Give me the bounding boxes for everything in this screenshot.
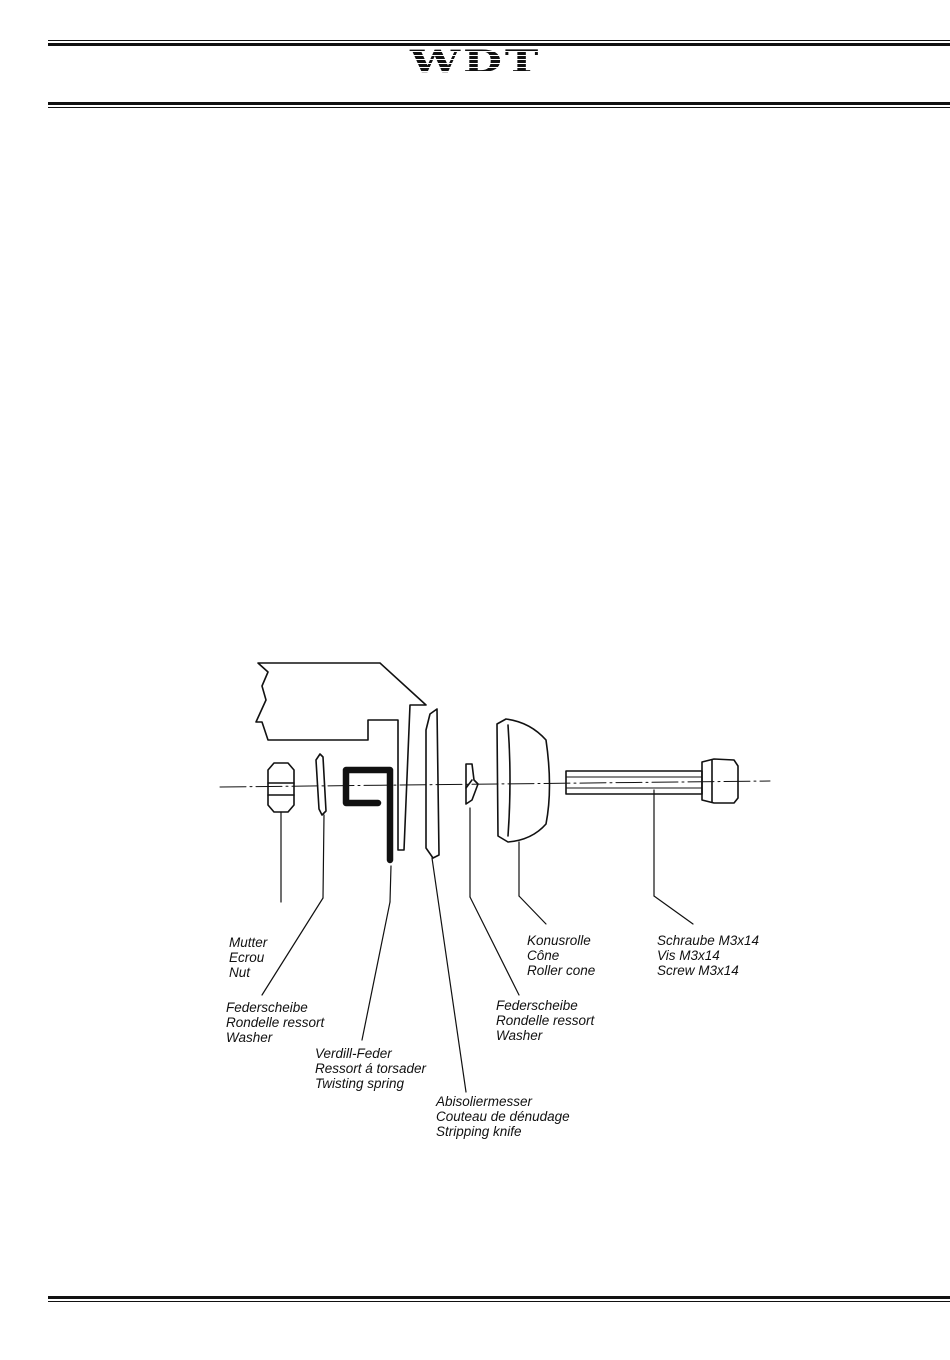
roller-cone-part (497, 719, 550, 842)
center-axis (220, 781, 770, 787)
screw-part (566, 759, 738, 803)
label-nut: Mutter Ecrou Nut (229, 935, 268, 980)
label-twisting-spring: Verdill-Feder Ressort á torsader Twisting spring (315, 1046, 427, 1091)
label-stripping-knife: Abisoliermesser Couteau de dénudage Stripping knife (436, 1094, 570, 1139)
footer-rule-thick (48, 1296, 950, 1299)
brand-text: WDT (409, 44, 541, 80)
label-washer-2: Federscheibe Rondelle ressort Washer (496, 998, 595, 1043)
twisting-spring-part (346, 770, 390, 860)
footer-rule-thin (48, 1301, 950, 1302)
label-roller-cone: Konusrolle Cône Roller cone (527, 933, 596, 978)
washer-1-part (316, 754, 326, 815)
label-washer-1: Federscheibe Rondelle ressort Washer (226, 1000, 325, 1045)
label-screw: Schraube M3x14 Vis M3x14 Screw M3x14 (657, 933, 760, 978)
stripping-knife-part (426, 709, 439, 858)
nut-part (268, 763, 294, 812)
